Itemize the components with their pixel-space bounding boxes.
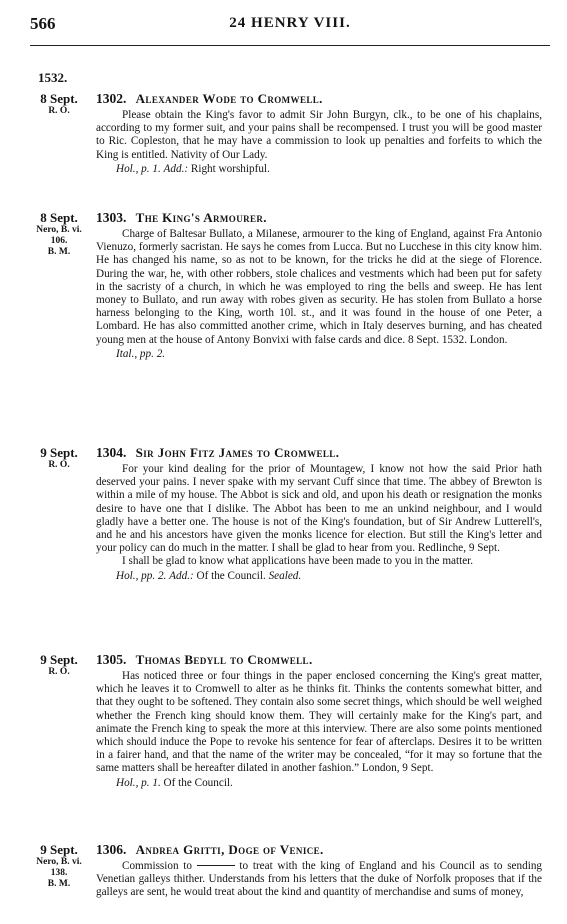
entry-date: 9 Sept. xyxy=(40,445,78,460)
note-address: Of the Council. xyxy=(163,776,233,789)
year-label: 1532. xyxy=(38,70,68,85)
entry-note xyxy=(116,348,542,361)
entry-paragraph: Charge of Baltesar Bullato, a Milanese, armourer to the king of England, against Fra Antonio Vienuzo, formerly sacristan. He says he comes from Lucca. But no Lucchese in this city know him. He has changed his name, so as not to be known, for the tricks he did at the siege of Florence. During the war, he, with other robbers, stole chalices and vestments which had been put for safety in the sacristy of a church, in which he was employed to ring the bells and sweep. He has lent money to Bullato, and run away with robes given as security. He has stolen from Bullato a horse harness belonging to the King, worth 10l. st., and it was found in the house of one Peter, a Lombard. He has also committed another crime, which in Italy deserves burning, and has cheated young men at the house of Antony Bonvixi with false cards and dice. 8 Sept. 1532. London. xyxy=(96,228,542,346)
entry-paragraph: For your kind dealing for the prior of Mountagew, I know not how the said Prior hath deserved your pains. I never spake with my servant Cuff since that time. The abbey of Brewton is within a mile of my house. The Abbot is sick and old, and upon his death or resignation the monks desire to have one that I dislike. The Abbot has been to me an unkind neighbour, and I would gladly have a better one. The house is not of the King's foundation, but of Sir Andrew Lutterell's, and he and his ancestors have given the monks licence for election. But still the King's letter and your policy can do much in the matter. I shall be glad to hear from you. Redlinche, 9 Sept. xyxy=(96,463,542,555)
entry-title: Andrea Gritti, Doge of Venice. xyxy=(135,842,324,857)
para-start: Commission to xyxy=(122,860,192,872)
entry-body xyxy=(96,652,542,790)
entry-number: 1305. xyxy=(96,652,127,667)
note-add: Add.: xyxy=(163,162,189,175)
entry-heading xyxy=(96,91,542,107)
entry-source: R. O. xyxy=(48,106,70,116)
page-number: 566 xyxy=(30,14,56,33)
entry-margin xyxy=(28,842,90,890)
entry-source: 138. xyxy=(50,868,68,878)
entry-date: 8 Sept. xyxy=(40,210,78,225)
entry-note xyxy=(116,777,542,790)
entry-title: Thomas Bedyll to Cromwell. xyxy=(135,652,313,667)
note-address: Of the Council. xyxy=(196,569,266,582)
entry-margin xyxy=(28,445,90,471)
entry-source: Nero, B. vi. xyxy=(36,857,82,867)
note-address: Right worshipful. xyxy=(190,162,270,175)
para-rest: to treat with the king of England and his Council as to sending Venetian galleys thither. Understands from his letters that the duke of Norfolk proposes that if the galleys are sent, he would treat about the kind and quantity of merchandise and sums of money, xyxy=(96,860,543,899)
entry-heading xyxy=(96,210,542,226)
entry-date: 9 Sept. xyxy=(40,842,78,857)
entry-number: 1306. xyxy=(96,842,127,857)
entry-paragraph: Please obtain the King's favor to admit Sir John Burgyn, clk., to be one of his chaplains, according to my former suit, and your pains shall be recompensed. I trust you will be good master to Ric. Copleston, that he may have a commission to look up penalties and forfeits to which the King is entitled. Nativity of Our Lady. xyxy=(96,109,542,161)
entry-source: B. M. xyxy=(47,879,71,889)
entry-source: R. O. xyxy=(48,667,70,677)
entry-margin xyxy=(28,91,90,117)
note-hol: Hol., pp. 2. xyxy=(116,569,167,582)
header-rule xyxy=(30,45,550,46)
note-add: Add.: xyxy=(169,569,194,582)
entry-note xyxy=(116,163,542,176)
entry-body xyxy=(96,445,542,583)
entry-body xyxy=(96,842,542,900)
entry-number: 1302. xyxy=(96,91,127,106)
note-hol: Hol., p. 1. xyxy=(116,162,161,175)
entry-source: Nero, B. vi. xyxy=(36,225,82,235)
entry-source: R. O. xyxy=(48,460,70,470)
entry-date: 9 Sept. xyxy=(40,652,78,667)
entry-body xyxy=(96,91,542,176)
entry-paragraph xyxy=(96,860,542,900)
entry-body xyxy=(96,210,542,361)
blank-line xyxy=(197,865,235,866)
entry-number: 1303. xyxy=(96,210,127,225)
note-language: Ital., pp. 2. xyxy=(116,347,166,360)
entry-heading xyxy=(96,445,542,461)
entry-number: 1304. xyxy=(96,445,127,460)
running-title: 24 HENRY VIII. xyxy=(229,15,351,31)
entry-title: The King's Armourer. xyxy=(135,210,267,225)
note-hol: Hol., p. 1. xyxy=(116,776,161,789)
entry-paragraph: I shall be glad to know what applications have been made to you in the matter. xyxy=(122,555,474,568)
entry-heading xyxy=(96,652,542,668)
entry-paragraph: Has noticed three or four things in the paper enclosed concerning the King's great matter, which he leaves it to Cromwell to alter as he thinks fit. Thinks the contents somewhat bitter, and that they ought to be softened. They contain also some secret things, which should be well weighed whether the French king should know them. They will certainly make for the King's part, and animate the French king to speak the more at this interview. There are also some points mentioned which should induce the Pope to revoke his sentence for fear of afterclaps. Desires it to be written in a fairer hand, and that the name of the writer may be concealed, “for it may so fortune that the same matters shall be hereafter dilated in another fashion.” London, 9 Sept. xyxy=(96,670,542,775)
entry-source: 106. xyxy=(50,236,68,246)
entry-source: B. M. xyxy=(47,247,71,257)
entry-margin xyxy=(28,210,90,258)
entry-margin xyxy=(28,652,90,678)
page-header xyxy=(30,14,550,38)
entry-heading xyxy=(96,842,542,858)
entry-date: 8 Sept. xyxy=(40,91,78,106)
entry-title: Alexander Wode to Cromwell. xyxy=(135,91,323,106)
entry-title: Sir John Fitz James to Cromwell. xyxy=(135,445,340,460)
note-sealed: Sealed. xyxy=(268,569,302,582)
entry-note xyxy=(116,570,542,583)
